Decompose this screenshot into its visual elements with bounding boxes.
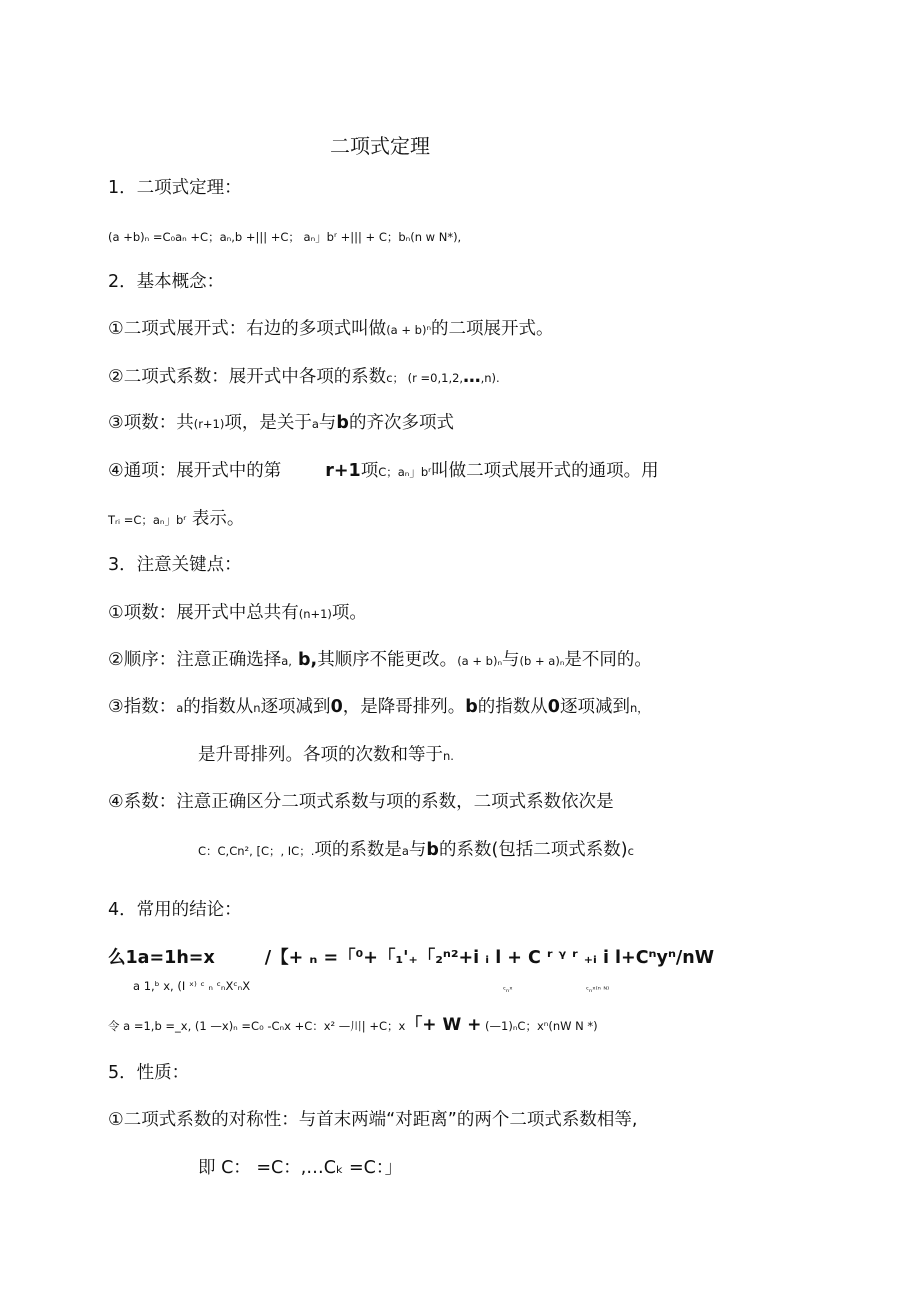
exponent-var-b: b — [465, 697, 478, 717]
coefficient-end: c — [627, 844, 634, 858]
term-count-text: ③项数：共 — [108, 413, 194, 433]
concept-expansion-tail: 的二项展开式。 — [431, 319, 554, 339]
section-2-heading: 2．基本概念： — [108, 272, 225, 292]
concept-coefficient-text: ②二项式系数：展开式中各项的系数 — [108, 367, 387, 387]
order-tail: 是不同的。 — [564, 650, 652, 670]
property-symmetry-formula: 即 C： =C：,…Cₖ =C：」 — [198, 1158, 403, 1178]
page-title: 二项式定理 — [330, 134, 430, 158]
exponent-text-4: 的指数从 — [477, 697, 548, 717]
keypoint-exponent-cont — [198, 743, 454, 768]
section-1-heading: 1．二项式定理： — [108, 178, 242, 198]
coefficient-text: 项的系数是 — [314, 840, 402, 860]
general-term-item: 项 — [360, 461, 379, 481]
keypoint-term-count — [108, 601, 367, 626]
order-var-b: b, — [291, 650, 318, 670]
general-term-notation-expr: Tᵣᵢ =C；aₙ」bʳ — [108, 513, 187, 527]
conclusion-line-1-left: 么1a=1h=x — [108, 948, 215, 968]
term-count-var-a: a — [311, 417, 319, 431]
exponent-label: ③指数： — [108, 697, 177, 717]
concept-expansion-expr: (a + b)ⁿ — [386, 323, 432, 337]
concept-term-count — [108, 411, 454, 436]
term-count-tail: 的齐次多项式 — [348, 413, 454, 433]
conclusion-line-1 — [108, 946, 714, 970]
conclusion-line-3-mid: 「+ W + — [405, 1015, 482, 1035]
keypoint-order — [108, 648, 652, 673]
conclusion-line-3-right: (—1)ₙC；xⁿ(nW N *) — [481, 1019, 598, 1033]
exponent-cont-text: 是升哥排列。各项的次数和等于 — [198, 745, 443, 765]
general-term-tail: 叫做二项式展开式的通项。用 — [431, 461, 659, 481]
property-symmetry: ①二项式系数的对称性：与首末两端“对距离”的两个二项式系数相等, — [108, 1110, 638, 1130]
exponent-text-5: 逐项减到 — [559, 697, 630, 717]
conclusion-line-2 — [133, 974, 610, 998]
keypoint-term-count-expr: (n+1) — [298, 607, 332, 621]
term-count-expr: (r+1) — [193, 417, 225, 431]
exponent-zero-2: 0 — [547, 697, 560, 717]
order-expr-2: (b + a)ₙ — [519, 654, 565, 668]
conclusion-line-2-mid: ᶜₙˣ — [503, 985, 513, 994]
coefficient-var-b: b — [426, 840, 439, 860]
concept-coefficient-expr: c； (r =0,1,2, — [386, 371, 464, 385]
coefficient-text-2: 的系数(包括二项式系数) — [438, 840, 628, 860]
coefficient-list: C：C,Cn², [C；, IC；. — [198, 844, 315, 858]
exponent-text-2: 逐项减到 — [260, 697, 331, 717]
exponent-zero: 0 — [330, 697, 343, 717]
term-count-var-b: b — [336, 413, 349, 433]
concept-expansion-text: ①二项式展开式：右边的多项式叫做 — [108, 319, 387, 339]
coefficient-and: 与 — [408, 840, 427, 860]
section-4-heading: 4．常用的结论： — [108, 900, 242, 920]
section-5-heading: 5．性质： — [108, 1063, 190, 1083]
exponent-cont-n: n. — [443, 749, 454, 763]
keypoint-coefficient-cont — [198, 838, 634, 863]
keypoint-term-count-tail: 项。 — [331, 603, 367, 623]
keypoint-coefficient: ④系数：注意正确区分二项式系数与项的系数，二项式系数依次是 — [108, 792, 614, 812]
general-term-notation-text: 表示。 — [186, 509, 245, 529]
conclusion-line-2-right: ᶜₙˣ⁽ⁿ ᴺ⁾ — [586, 985, 610, 994]
order-var-a: a, — [281, 654, 292, 668]
exponent-n: n — [253, 701, 261, 715]
keypoint-exponent — [108, 695, 649, 720]
order-text-2: 其顺序不能更改。 — [317, 650, 458, 670]
concept-coefficient-end: ,n). — [480, 371, 500, 385]
binomial-theorem-formula: (a +b)ₙ =C₀aₙ +C；aₙ,b +||| +C； aₙ」bʳ +||| + C；bₙ(n w N*), — [108, 230, 462, 244]
general-term-text: ④通项：展开式中的第 — [108, 461, 282, 481]
exponent-text: 的指数从 — [183, 697, 254, 717]
order-text: ②顺序：注意正确选择 — [108, 650, 282, 670]
order-and: 与 — [502, 650, 520, 670]
general-term-r: r+1 — [325, 461, 361, 481]
general-term-notation — [108, 507, 244, 532]
term-count-text-2: 项，是关于 — [224, 413, 312, 433]
exponent-text-3: ，是降哥排列。 — [342, 697, 466, 717]
exponent-var-a: a — [176, 701, 184, 715]
section-3-heading: 3．注意关键点： — [108, 555, 242, 575]
exponent-n-2: n， — [629, 701, 649, 715]
keypoint-term-count-text: ①项数：展开式中总共有 — [108, 603, 299, 623]
conclusion-line-2-left: a 1,ᵇ x, (I ˣ⁾ ᶜ ₙ ᶜₙXᶜₙX — [133, 979, 251, 993]
general-term-expr: C；aₙ」bʳ — [378, 465, 432, 479]
coefficient-var-a: a — [401, 844, 409, 858]
concept-coefficient-ellipsis: … — [463, 367, 481, 387]
conclusion-line-3-left: 令 a =1,b =_x, (1 —x)ₙ =C₀ -Cₙx +C：x² —川| +C；x — [108, 1019, 406, 1033]
order-expr-1: (a + b)ₙ — [457, 654, 503, 668]
conclusion-line-1-right: /【+ ₙ =「⁰+「₁'₊「₂ⁿ²+i ᵢ l + C ʳ ᵞ ʳ ₊ᵢ i l+Cⁿyⁿ/nW — [264, 948, 715, 968]
term-count-and: 与 — [318, 413, 337, 433]
conclusion-line-3 — [108, 1013, 598, 1038]
concept-expansion — [108, 317, 554, 342]
concept-coefficient — [108, 365, 500, 390]
concept-general-term — [108, 459, 659, 484]
